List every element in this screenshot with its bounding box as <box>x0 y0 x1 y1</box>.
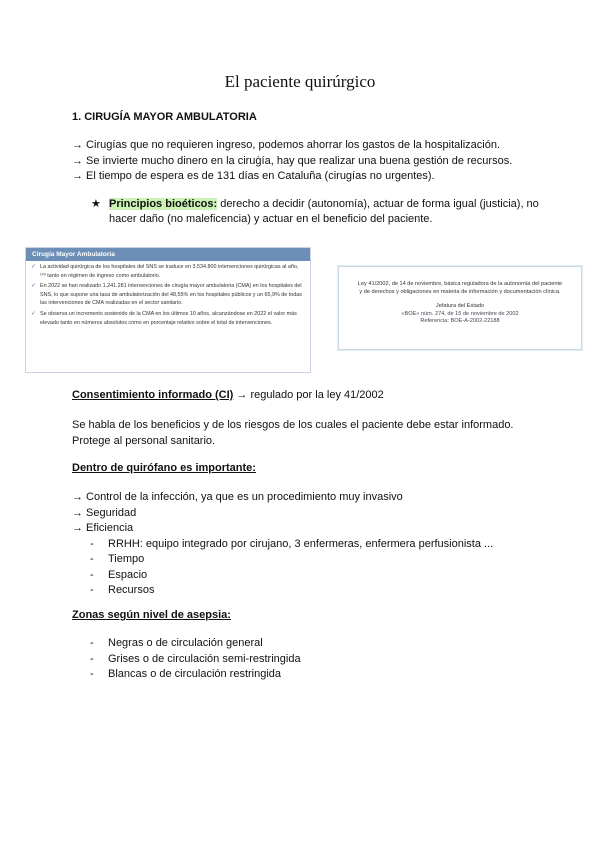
cma-item <box>26 282 310 308</box>
consent-line <box>72 389 384 401</box>
cma-item <box>26 263 310 280</box>
consent-paragraph <box>72 418 542 449</box>
asepsia-zones-list <box>72 636 301 683</box>
intro-line: → El tiempo de espera es de 131 días en Cataluña (cirugías no urgentes). <box>72 170 435 182</box>
section-heading: 1. CIRUGÍA MAYOR AMBULATORIA <box>72 111 257 123</box>
cma-item-text: La actividad quirúrgica de los hospitales del SNS se traduce en 3.534.800 intervenciones quirúrgicas al año, ¹⁰³ tanto en régimen de ingreso como ambulatorio. <box>40 264 299 279</box>
dash-bullet: - <box>90 553 94 565</box>
list-item <box>72 568 493 584</box>
page-title: El paciente quirúrgico <box>224 72 376 91</box>
bioethics-bullet <box>91 197 541 227</box>
resources-list <box>72 537 493 599</box>
law-gazette: «BOE» núm. 274, de 15 de noviembre de 2002 <box>401 310 519 317</box>
quirofano-heading: Dentro de quirófano es importante: <box>72 462 256 474</box>
list-item <box>72 583 493 599</box>
zonas-heading: Zonas según nivel de asepsia: <box>72 609 231 621</box>
quirofano-list <box>72 490 493 599</box>
dash-bullet: - <box>90 652 94 665</box>
list-item-text: Espacio <box>108 568 148 581</box>
list-item <box>72 652 301 668</box>
cma-info-box <box>25 247 311 373</box>
dash-bullet: - <box>90 668 94 680</box>
dash-bullet: - <box>90 584 94 596</box>
intro-line: → Se invierte mucho dinero en la ciruģía, hay que realizar una buena gestión de recursos. <box>72 154 513 167</box>
bioethics-label: Principios bioéticos: <box>109 198 218 210</box>
cma-box-header: Cirugía Mayor Ambulatoria <box>26 248 310 261</box>
list-item-text: Tiempo <box>108 553 145 565</box>
cma-item-text: En 2022 se han realizado 1.241.281 intervenciones de cirugía mayor ambulatoria (CMA) en los hospitales del SNS, lo que supone una tasa de ambulatorización del 48,55% en los hospitales públicos y un 65,9% de todas las intervenciones de CMA realizadas en el sector sanitario. <box>40 283 302 307</box>
law-title: Ley 41/2002, de 14 de noviembre, básica reguladora de la autonomía del paciente y de derechos y obligaciones en materia de información y documentación clínica. <box>357 281 563 295</box>
law-reference: Referencia: BOE-A-2002-22188 <box>420 318 500 325</box>
law-issuer: Jefatura del Estado <box>435 303 485 310</box>
check-icon: ✓ <box>31 283 37 290</box>
check-icon: ✓ <box>31 310 37 317</box>
dash-bullet: - <box>90 568 94 581</box>
bioethics-text <box>109 197 541 227</box>
list-item <box>72 537 493 553</box>
list-item <box>72 552 493 568</box>
list-item <box>72 636 301 652</box>
law-reference-box <box>338 266 582 350</box>
cma-item-text: Se observa un incremento sostenido de la CMA en los últimos 10 años, alcanzándose en 2022 el valor más elevado tanto en números absolutos como en porcentaje relativo sobre el total de intervenciones. <box>40 310 297 326</box>
list-item-text: Grises o de circulación semi-restringida <box>108 652 301 665</box>
check-icon: ✓ <box>31 264 37 270</box>
quirofano-arrow-item: → Seguridad <box>72 506 137 519</box>
quirofano-arrow-item: → Control de la infección, ya que es un procedimiento muy invasivo <box>72 491 403 503</box>
zonas-list <box>72 636 301 683</box>
dash-bullet: - <box>90 637 94 649</box>
intro-list <box>72 138 512 185</box>
bioethics-description: derecho a decidir (autonomía), actuar de forma igual (justicia), no hacer daño (no maleficencia) y actuar en el beneficio del paciente. <box>109 198 539 225</box>
list-item-text: RRHH: equipo integrado por cirujano, 3 enfermeras, enfermera perfusionista ... <box>108 537 494 550</box>
list-item-text: Negras o de circulación general <box>108 637 263 649</box>
dash-bullet: - <box>90 537 94 550</box>
star-icon: ★ <box>91 198 101 210</box>
paragraph-line: Se habla de los beneficios y de los riesgos de los cuales el paciente debe estar informado. <box>72 419 514 431</box>
consent-label: Consentimiento informado (CI) <box>72 389 234 401</box>
quirofano-arrow-item: → Eficiencia <box>72 522 134 534</box>
consent-rest: → regulado por la ley 41/2002 <box>233 389 384 401</box>
list-item <box>72 667 301 683</box>
list-item-text: Blancas o de circulación restringida <box>108 668 282 680</box>
cma-item <box>26 310 310 327</box>
paragraph-line: Protege al personal sanitario. <box>72 434 216 447</box>
intro-line: → Cirugías que no requieren ingreso, podemos ahorrar los gastos de la hospitalización. <box>72 139 501 151</box>
list-item-text: Recursos <box>108 584 155 596</box>
